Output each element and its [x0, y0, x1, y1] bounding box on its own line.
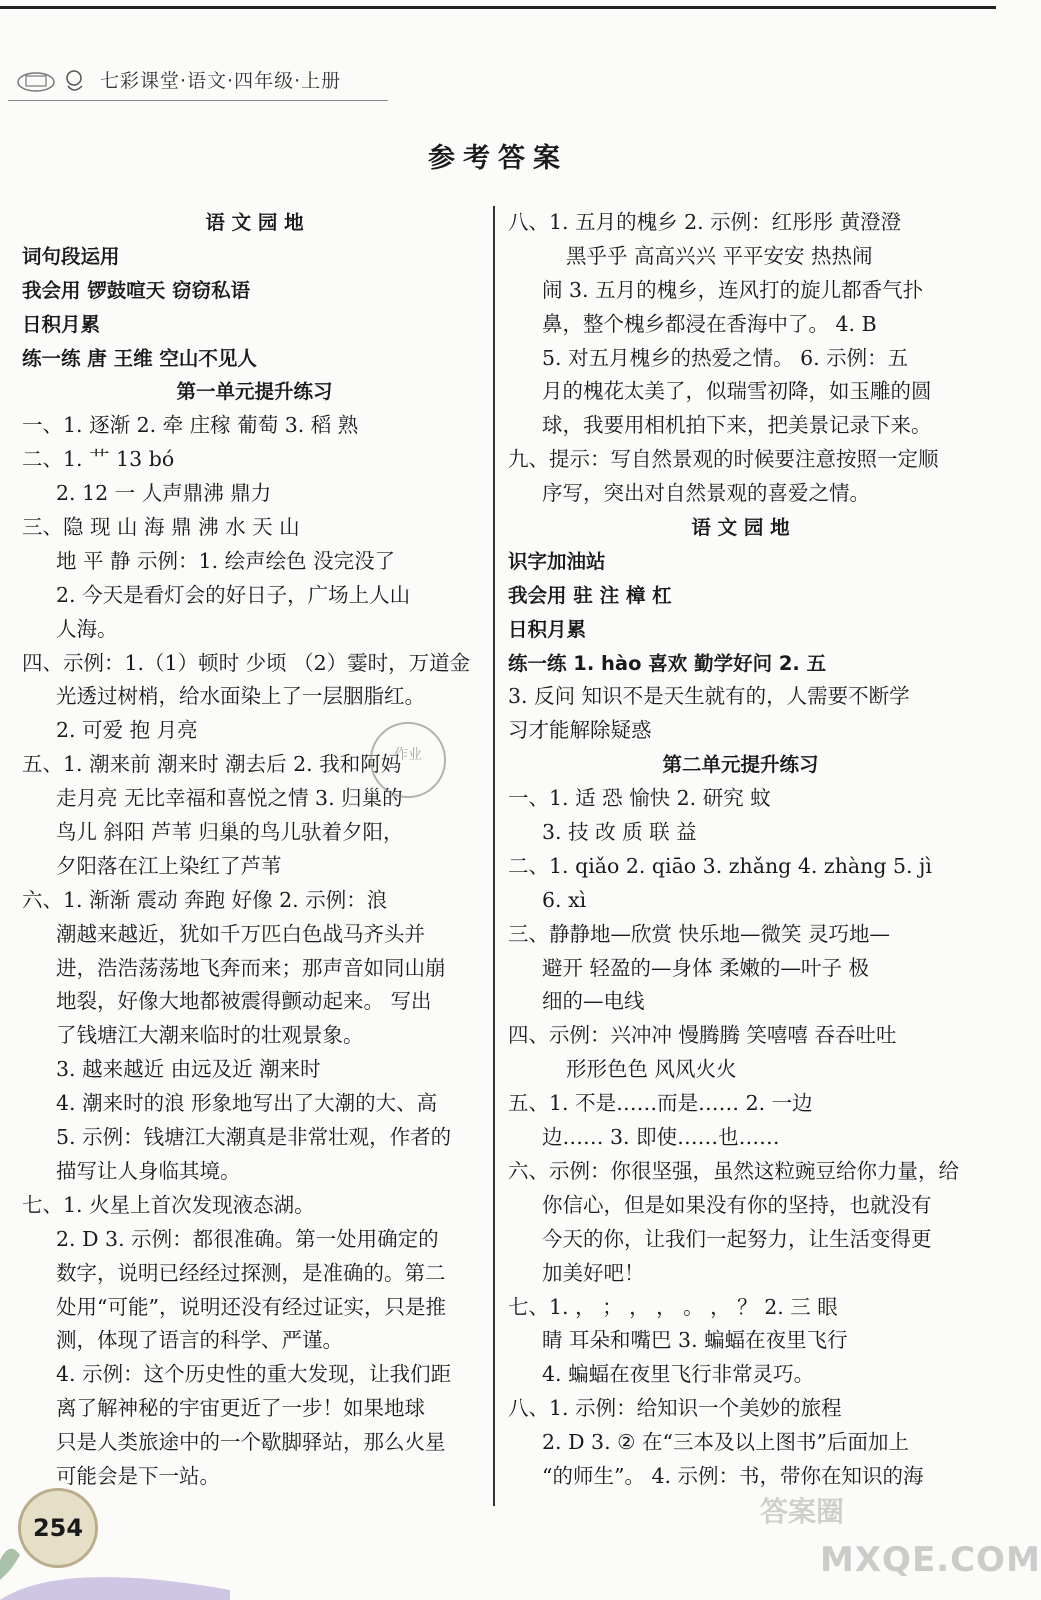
answer-line: 你信心，但是如果没有你的坚持，也就没有 — [542, 1192, 932, 1217]
answer-line: 2. 今天是看灯会的好日子，广场上人山 — [56, 582, 411, 607]
answer-line: 序写，突出对自然景观的喜爱之情。 — [542, 481, 870, 506]
answer-line: 5. 示例：钱塘江大潮真是非常壮观，作者的 — [56, 1125, 452, 1150]
left-column — [22, 206, 487, 1494]
answer-line: 五、1. 潮来前 潮来时 潮去后 2. 我和阿妈 — [22, 752, 402, 777]
answer-line: 七、1. ， ； ， ， 。 ， ？ 2. 三 眼 — [508, 1294, 838, 1319]
answer-line: 进，浩浩荡荡地飞奔而来；那声音如同山崩 — [56, 955, 446, 980]
page-number: 254 — [18, 1488, 98, 1568]
answer-line: 九、提示：写自然景观的时候要注意按照一定顺 — [508, 447, 939, 472]
top-rule — [0, 6, 996, 9]
answer-line: 五、1. 不是……而是…… 2. 一边 — [508, 1091, 813, 1116]
page-title: 参考答案 — [428, 143, 568, 174]
answer-line: 4. 蝙蝠在夜里飞行非常灵巧。 — [542, 1362, 815, 1387]
subsection-line: 练一练 唐 王维 空山不见人 — [22, 346, 257, 370]
stamp-text: 作业 — [394, 747, 422, 763]
right-column — [508, 206, 973, 1494]
watermark-logo: 答案圈 — [760, 1495, 845, 1528]
answer-line: 三、隐 现 山 海 鼎 沸 水 天 山 — [22, 515, 300, 540]
answer-line: 3. 越来越近 由远及近 潮来时 — [56, 1057, 321, 1082]
homework-stamp — [370, 722, 446, 798]
answer-line: 走月亮 无比幸福和喜悦之情 3. 归巢的 — [56, 786, 403, 811]
answer-line: 人海。 — [56, 616, 118, 641]
answer-line: 八、1. 示例：给知识一个美妙的旅程 — [508, 1396, 842, 1421]
answer-line: 四、示例：1.（1）顿时 少顷 （2）霎时，万道金 — [22, 650, 471, 675]
answer-line: 地裂，好像大地都被震得颤动起来。 写出 — [56, 989, 432, 1014]
answer-line: 二、1. 艹 13 bó — [22, 447, 175, 472]
answer-line: 鼻，整个槐乡都浸在香海中了。 4. B — [542, 311, 877, 336]
answer-line: 2. D 3. ② 在“三本及以上图书”后面加上 — [542, 1430, 909, 1455]
column-divider — [493, 206, 495, 1506]
answer-line: 4. 示例：这个历史性的重大发现，让我们距 — [56, 1362, 452, 1387]
answer-line: 4. 潮来时的浪 形象地写出了大潮的大、高 — [56, 1091, 438, 1116]
mascot-logo-icon — [16, 66, 94, 94]
subsection-line: 我会用 锣鼓喧天 窃窃私语 — [22, 278, 251, 302]
section-heading: 第一单元提升练习 — [176, 380, 333, 404]
answer-line: 闹 3. 五月的槐乡，连风打的旋儿都香气扑 — [542, 277, 924, 302]
answer-line: 光透过树梢，给水面染上了一层胭脂红。 — [56, 684, 425, 709]
subsection-line: 日积月累 — [22, 312, 101, 336]
answer-line: 离了解神秘的宇宙更近了一步！如果地球 — [56, 1396, 425, 1421]
answer-line: 描写让人身临其境。 — [56, 1158, 241, 1183]
section-heading: 语 文 园 地 — [205, 211, 304, 234]
answer-line: 6. xì — [542, 887, 587, 912]
answer-line: 避开 轻盈的—身体 柔嫩的—叶子 极 — [542, 955, 870, 980]
answer-line: 地 平 静 示例：1. 绘声绘色 没完没了 — [56, 548, 396, 573]
answer-line: 加美好吧！ — [542, 1260, 645, 1285]
subsection-line: 练一练 1. hào 喜欢 勤学好问 2. 五 — [508, 651, 827, 675]
section-heading: 第二单元提升练习 — [662, 753, 819, 777]
answer-line: 2. 可爱 抱 月亮 — [56, 718, 198, 743]
answer-line: 习才能解除疑惑 — [508, 718, 652, 743]
answer-line: 边…… 3. 即使……也…… — [542, 1125, 780, 1150]
answer-line: 形形色色 风风火火 — [566, 1057, 737, 1082]
answer-line: 三、静静地—欣赏 快乐地—微笑 灵巧地— — [508, 921, 891, 946]
header-series-title: 七彩课堂·语文·四年级·上册 — [100, 70, 342, 92]
answer-line: 2. 12 一 人声鼎沸 鼎力 — [56, 481, 272, 506]
subsection-line: 词句段运用 — [22, 244, 120, 268]
subsection-line: 日积月累 — [508, 617, 587, 641]
subsection-line: 识字加油站 — [508, 549, 606, 573]
answer-line: 3. 技 改 质 联 益 — [542, 820, 697, 845]
answer-line: 今天的你，让我们一起努力，让生活变得更 — [542, 1226, 932, 1251]
answer-line: 睛 耳朵和嘴巴 3. 蝙蝠在夜里飞行 — [542, 1328, 848, 1353]
section-heading: 语 文 园 地 — [691, 516, 790, 540]
answer-line: 球，我要用相机拍下来，把美景记录下来。 — [542, 413, 932, 438]
answer-line: 六、示例：你很坚强，虽然这粒豌豆给你力量，给 — [508, 1158, 959, 1183]
answer-line: 八、1. 五月的槐乡 2. 示例：红彤彤 黄澄澄 — [508, 210, 902, 234]
running-header — [8, 60, 388, 101]
answer-line: 一、1. 逐渐 2. 牵 庄稼 葡萄 3. 稻 熟 — [22, 413, 359, 438]
answer-line: 黑乎乎 高高兴兴 平平安安 热热闹 — [566, 243, 873, 268]
answer-line: 5. 对五月槐乡的热爱之情。 6. 示例：五 — [542, 345, 909, 370]
subsection-line: 我会用 驻 注 樟 杠 — [508, 583, 672, 607]
answer-line: 七、1. 火星上首次发现液态湖。 — [22, 1192, 315, 1217]
answer-line: 一、1. 适 恐 愉快 2. 研究 蚊 — [508, 786, 771, 811]
answer-line: “的师生”。 4. 示例：书，带你在知识的海 — [542, 1463, 924, 1488]
answer-line: 数字，说明已经经过探测，是准确的。第二 — [56, 1260, 446, 1285]
answer-line: 测，体现了语言的科学、严谨。 — [56, 1328, 343, 1353]
answer-line: 细的—电线 — [542, 989, 645, 1014]
watermark-url: MXQE.COM — [820, 1540, 1041, 1580]
answer-line: 了钱塘江大潮来临时的壮观景象。 — [56, 1023, 364, 1048]
answer-line: 六、1. 渐渐 震动 奔跑 好像 2. 示例：浪 — [22, 887, 388, 912]
answer-line: 潮越来越近，犹如千万匹白色战马齐头并 — [56, 921, 425, 946]
answer-line: 四、示例：兴冲冲 慢腾腾 笑嘻嘻 吞吞吐吐 — [508, 1023, 897, 1048]
answer-line: 2. D 3. 示例：都很准确。第一处用确定的 — [56, 1226, 439, 1251]
answer-line: 鸟儿 斜阳 芦苇 归巢的鸟儿驮着夕阳， — [56, 820, 404, 845]
answer-line: 可能会是下一站。 — [56, 1463, 220, 1488]
answer-line: 二、1. qiǎo 2. qiāo 3. zhǎng 4. zhàng 5. jì — [508, 853, 932, 878]
answer-line: 月的槐花太美了，似瑞雪初降，如玉雕的圆 — [542, 379, 932, 404]
answer-line: 只是人类旅途中的一个歇脚驿站，那么火星 — [56, 1430, 446, 1455]
answer-line: 夕阳落在江上染红了芦苇 — [56, 853, 282, 878]
answer-line: 处用“可能”，说明还没有经过证实，只是推 — [56, 1294, 446, 1319]
answer-line: 3. 反问 知识不是天生就有的，人需要不断学 — [508, 684, 910, 709]
